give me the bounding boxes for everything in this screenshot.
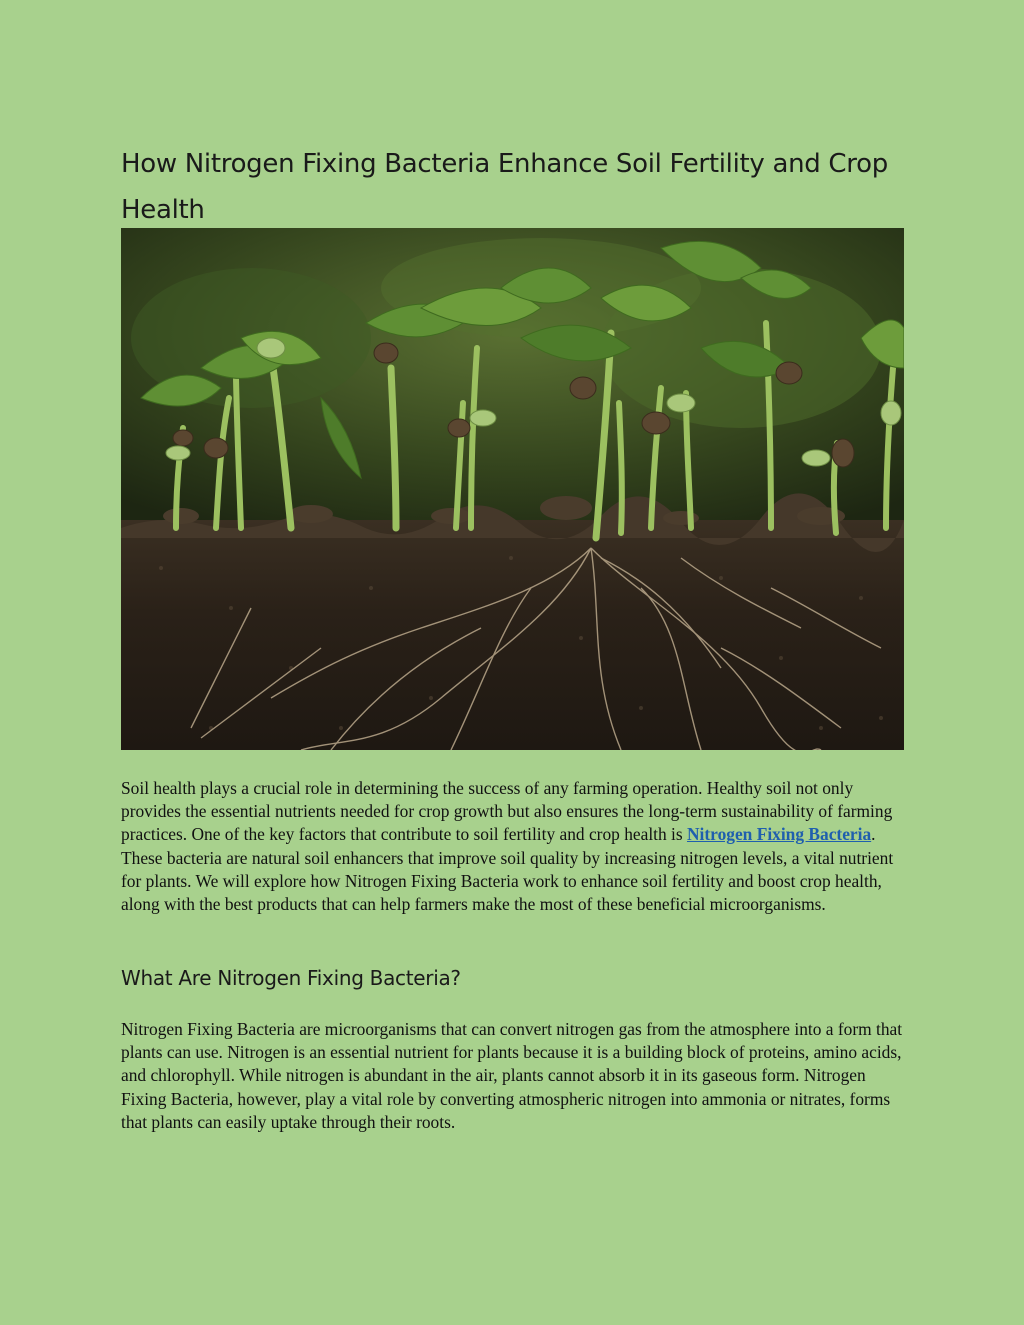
intro-text-end: . These bacteria are natural soil enhancers that improve soil quality by increasing nitrogen levels, a vital nutrient for plants. We will explore how Nitrogen Fixing Bacteria work to enhance soil fertility and boost crop health, along with the best products that can help farmers make the most of these beneficial microorganisms. — [121, 824, 894, 915]
article-title: How Nitrogen Fixing Bacteria Enhance Soil Fertility and Crop Health — [121, 149, 888, 225]
seedlings-soil-roots-photo — [121, 228, 904, 750]
intro-text-start: Soil health plays a crucial role in determining the success of any farming operation. Healthy soil not only provides the essential nutrients needed for crop growth but also ensures the long-term sustainability of farming practices. One of the key factors that contribute to soil fertility and crop health is — [121, 778, 893, 845]
intro-paragraph — [121, 777, 905, 916]
section-heading: What Are Nitrogen Fixing Bacteria? — [121, 966, 461, 990]
section-body-paragraph: Nitrogen Fixing Bacteria are microorganisms that can convert nitrogen gas from the atmosphere into a form that plants can use. Nitrogen is an essential nutrient for plants because it is a building block of proteins, amino acids, and chlorophyll. While nitrogen is abundant in the air, plants cannot absorb it in its gaseous form. Nitrogen Fixing Bacteria, however, play a vital role by converting atmospheric nitrogen into ammonia or nitrates, forms that plants can easily uptake through their roots. — [121, 1019, 903, 1132]
nitrogen-fixing-bacteria-link[interactable]: Nitrogen Fixing Bacteria — [686, 824, 872, 845]
